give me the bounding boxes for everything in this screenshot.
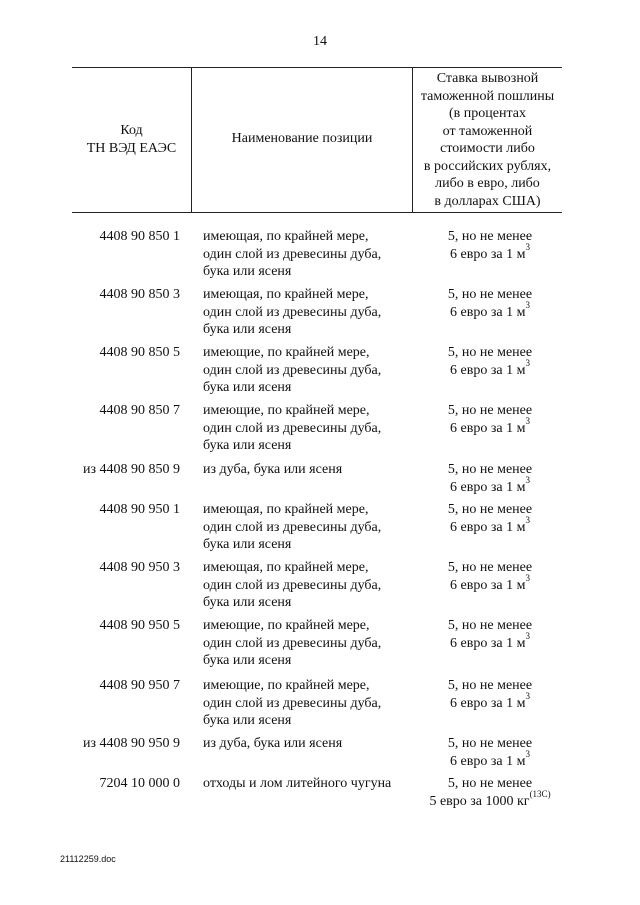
rate-line-2-text: 6 евро за 1 м (450, 420, 526, 436)
rate-line-2-text: 6 евро за 1 м (450, 519, 526, 535)
rate-superscript: 3 (525, 572, 530, 583)
rate-line-2 (420, 299, 560, 322)
row-code: 7204 10 000 0 (99, 776, 180, 791)
row-description: имеющие, по крайней мере, один слой из древесины дуба, бука или ясеня (203, 345, 382, 395)
row-duty-rate (420, 402, 560, 437)
document-filename: 21112259.doc (60, 854, 116, 864)
rate-line-1: 5, но не менее (447, 678, 533, 693)
rate-line-2-text: 6 евро за 1 м (450, 753, 526, 769)
rate-line-2 (420, 415, 560, 438)
rate-line-2 (420, 630, 560, 653)
rate-line-2 (420, 357, 560, 380)
rate-superscript: 3 (525, 690, 530, 701)
rate-line-1: 5, но не менее (447, 462, 533, 477)
rate-superscript: 3 (525, 415, 530, 426)
rate-line-2 (420, 514, 560, 537)
row-duty-rate (420, 775, 560, 810)
row-duty-rate (420, 286, 560, 321)
rate-line-1: 5, но не менее (447, 618, 533, 633)
row-duty-rate (420, 461, 560, 496)
rate-superscript: 3 (525, 357, 530, 368)
row-description: из дуба, бука или ясеня (203, 736, 343, 751)
row-description: имеющие, по крайней мере, один слой из древесины дуба, бука или ясеня (203, 618, 382, 668)
table-header-bottom-rule (72, 212, 562, 213)
rate-superscript: 3 (525, 241, 530, 252)
row-code: 4408 90 850 1 (99, 229, 180, 244)
row-description: имеющая, по крайней мере, один слой из древесины дуба, бука или ясеня (203, 502, 382, 552)
rate-line-2 (420, 788, 560, 811)
row-duty-rate (420, 735, 560, 770)
row-duty-rate (420, 344, 560, 379)
rate-superscript: 3 (525, 299, 530, 310)
rate-line-2-text: 5 евро за 1000 кг (429, 793, 530, 809)
rate-line-2 (420, 572, 560, 595)
row-duty-rate (420, 501, 560, 536)
row-description: из дуба, бука или ясеня (203, 462, 343, 477)
rate-line-1: 5, но не менее (447, 776, 533, 791)
row-duty-rate (420, 228, 560, 263)
row-code: 4408 90 950 1 (99, 502, 180, 517)
row-code: 4408 90 950 3 (99, 560, 180, 575)
row-duty-rate (420, 559, 560, 594)
rate-line-2-text: 6 евро за 1 м (450, 635, 526, 651)
row-code: 4408 90 950 5 (99, 618, 180, 633)
rate-line-2 (420, 241, 560, 264)
rate-line-2-text: 6 евро за 1 м (450, 479, 526, 495)
row-code: 4408 90 850 7 (99, 403, 180, 418)
rate-line-2 (420, 690, 560, 713)
rate-line-1: 5, но не менее (447, 345, 533, 360)
rate-line-1: 5, но не менее (447, 560, 533, 575)
rate-line-1: 5, но не менее (447, 736, 533, 751)
rate-line-1: 5, но не менее (447, 229, 533, 244)
rate-superscript: 3 (525, 474, 530, 485)
row-description: имеющие, по крайней мере, один слой из древесины дуба, бука или ясеня (203, 403, 382, 453)
rate-line-2-text: 6 евро за 1 м (450, 577, 526, 593)
rate-line-2-text: 6 евро за 1 м (450, 362, 526, 378)
header-rate: Ставка вывозной таможенной пошлины (в процентах от таможенной стоимости либо в российских рублях, либо в евро, либо в долларах США) (420, 71, 555, 209)
page-number: 14 (313, 34, 327, 49)
rate-line-2-text: 6 евро за 1 м (450, 304, 526, 320)
rate-line-1: 5, но не менее (447, 502, 533, 517)
row-description: имеющая, по крайней мере, один слой из древесины дуба, бука или ясеня (203, 229, 382, 279)
header-code: Код ТН ВЭД ЕАЭС (86, 123, 177, 156)
row-duty-rate (420, 677, 560, 712)
rate-line-2 (420, 748, 560, 771)
row-code: из 4408 90 950 9 (82, 736, 180, 751)
rate-superscript: (13С) (529, 788, 551, 799)
rate-line-2-text: 6 евро за 1 м (450, 246, 526, 262)
row-code: 4408 90 850 3 (99, 287, 180, 302)
rate-superscript: 3 (525, 630, 530, 641)
table-top-rule (72, 67, 562, 68)
row-code: 4408 90 950 7 (99, 678, 180, 693)
row-description: имеющая, по крайней мере, один слой из древесины дуба, бука или ясеня (203, 287, 382, 337)
rate-superscript: 3 (525, 514, 530, 525)
row-description: имеющие, по крайней мере, один слой из древесины дуба, бука или ясеня (203, 678, 382, 728)
header-name: Наименование позиции (231, 131, 373, 146)
rate-line-1: 5, но не менее (447, 403, 533, 418)
rate-line-2-text: 6 евро за 1 м (450, 695, 526, 711)
row-code: из 4408 90 850 9 (82, 462, 180, 477)
rate-line-1: 5, но не менее (447, 287, 533, 302)
rate-superscript: 3 (525, 748, 530, 759)
row-duty-rate (420, 617, 560, 652)
row-description: имеющая, по крайней мере, один слой из древесины дуба, бука или ясеня (203, 560, 382, 610)
row-description: отходы и лом литейного чугуна (203, 776, 392, 791)
row-code: 4408 90 850 5 (99, 345, 180, 360)
rate-line-2 (420, 474, 560, 497)
